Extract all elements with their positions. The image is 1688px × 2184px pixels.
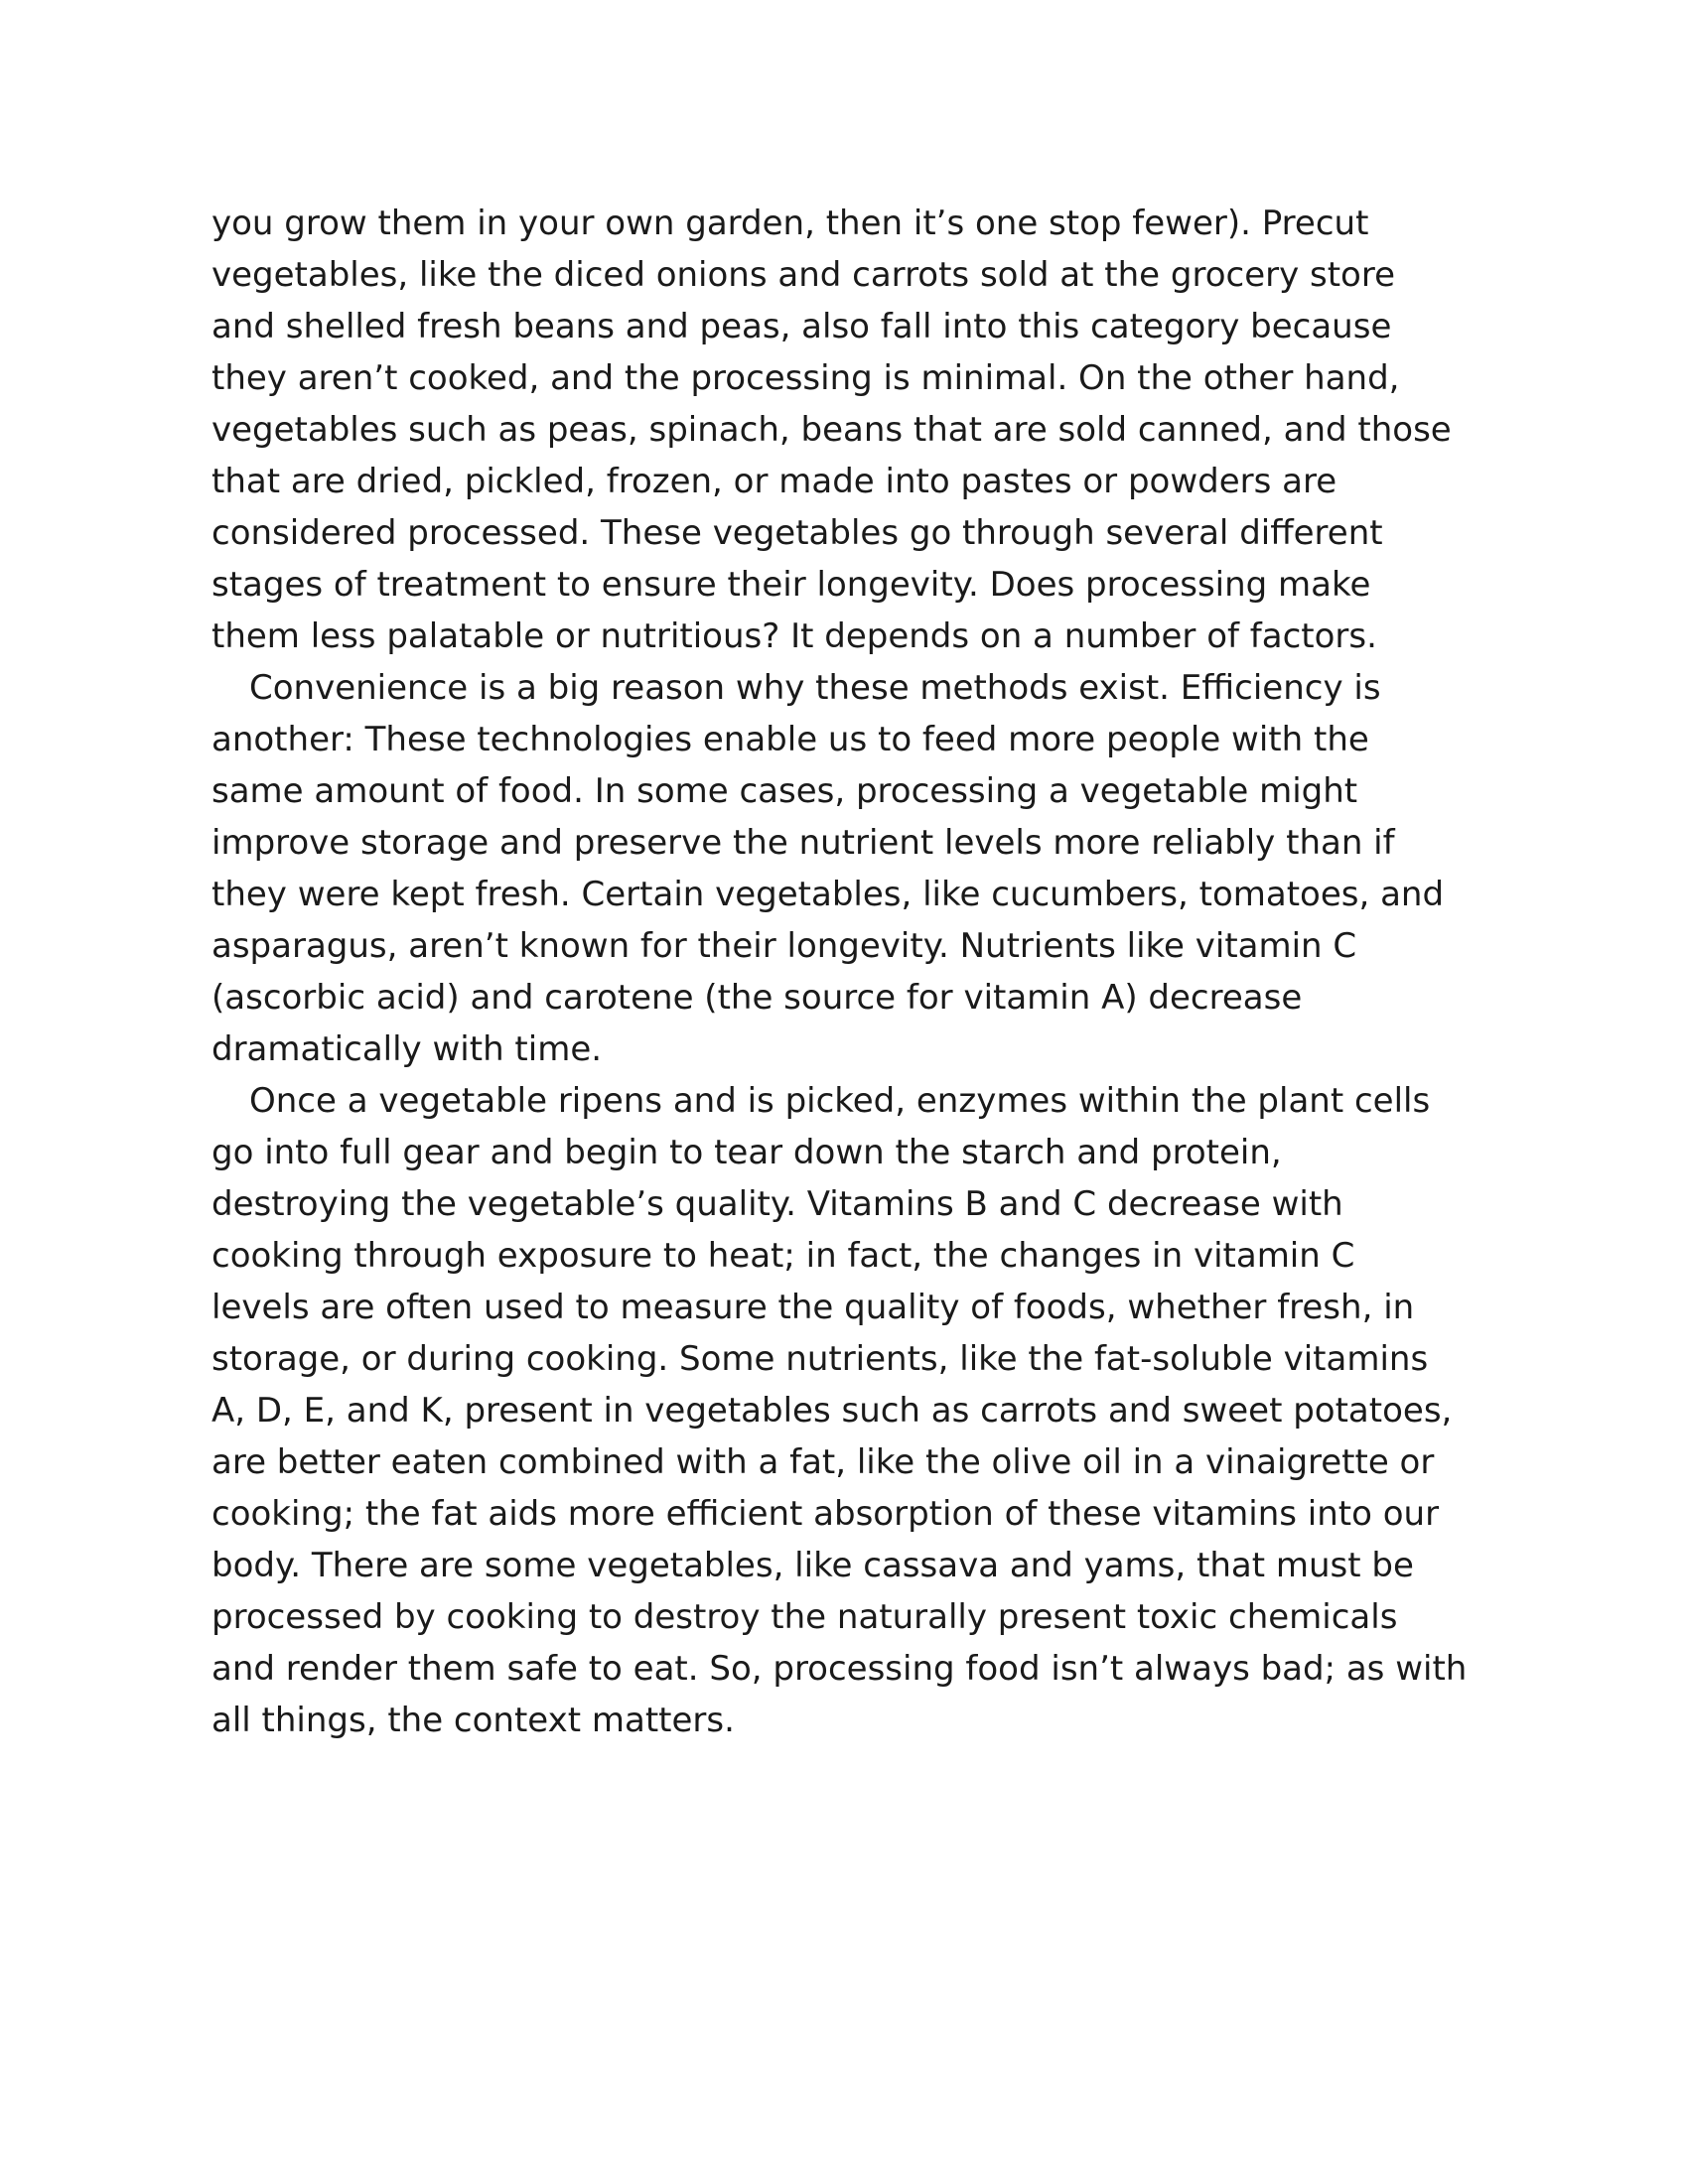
text-line: Convenience is a big reason why these methods exist. Efficiency is (249, 668, 1381, 708)
text-line: go into full gear and begin to tear down the starch and protein, (211, 1133, 1282, 1172)
text-line: improve storage and preserve the nutrient levels more reliably than if (211, 823, 1395, 863)
text-line: considered processed. These vegetables go through several different (211, 513, 1383, 553)
text-line: body. There are some vegetables, like cassava and yams, that must be (211, 1546, 1414, 1585)
text-line: they aren’t cooked, and the processing is minimal. On the other hand, (211, 358, 1400, 398)
text-line: them less palatable or nutritious? It depends on a number of factors. (211, 616, 1377, 656)
text-line: levels are often used to measure the quality of foods, whether fresh, in (211, 1288, 1415, 1327)
text-line: processed by cooking to destroy the naturally present toxic chemicals (211, 1597, 1398, 1637)
text-line: cooking through exposure to heat; in fact, the changes in vitamin C (211, 1236, 1355, 1276)
text-line: vegetables, like the diced onions and carrots sold at the grocery store (211, 255, 1396, 295)
paragraph-1 (211, 198, 1502, 662)
paragraph-3 (211, 1075, 1502, 1746)
text-line: vegetables such as peas, spinach, beans that are sold canned, and those (211, 410, 1452, 450)
text-line: destroying the vegetable’s quality. Vitamins B and C decrease with (211, 1184, 1343, 1224)
text-line: you grow them in your own garden, then it’s one stop fewer). Precut (211, 204, 1369, 243)
text-line: that are dried, pickled, frozen, or made into pastes or powders are (211, 462, 1337, 501)
text-line: all things, the context matters. (211, 1701, 735, 1740)
text-line: and render them safe to eat. So, processing food isn’t always bad; as with (211, 1649, 1468, 1689)
paragraph-2 (211, 662, 1502, 1075)
text-line: are better eaten combined with a fat, like the olive oil in a vinaigrette or (211, 1442, 1435, 1482)
text-line: same amount of food. In some cases, processing a vegetable might (211, 771, 1358, 811)
body-text (211, 198, 1502, 1746)
text-line: storage, or during cooking. Some nutrients, like the fat-soluble vitamins (211, 1339, 1429, 1379)
text-line: dramatically with time. (211, 1029, 603, 1069)
text-line: stages of treatment to ensure their longevity. Does processing make (211, 565, 1371, 605)
text-line: and shelled fresh beans and peas, also fall into this category because (211, 307, 1392, 346)
text-line: Once a vegetable ripens and is picked, enzymes within the plant cells (249, 1081, 1431, 1121)
text-line: another: These technologies enable us to feed more people with the (211, 720, 1369, 759)
text-line: cooking; the fat aids more efficient absorption of these vitamins into our (211, 1494, 1440, 1534)
text-line: A, D, E, and K, present in vegetables such as carrots and sweet potatoes, (211, 1391, 1453, 1431)
text-line: (ascorbic acid) and carotene (the source for vitamin A) decrease (211, 978, 1303, 1018)
text-line: asparagus, aren’t known for their longevity. Nutrients like vitamin C (211, 926, 1357, 966)
text-line: they were kept fresh. Certain vegetables, like cucumbers, tomatoes, and (211, 875, 1445, 914)
